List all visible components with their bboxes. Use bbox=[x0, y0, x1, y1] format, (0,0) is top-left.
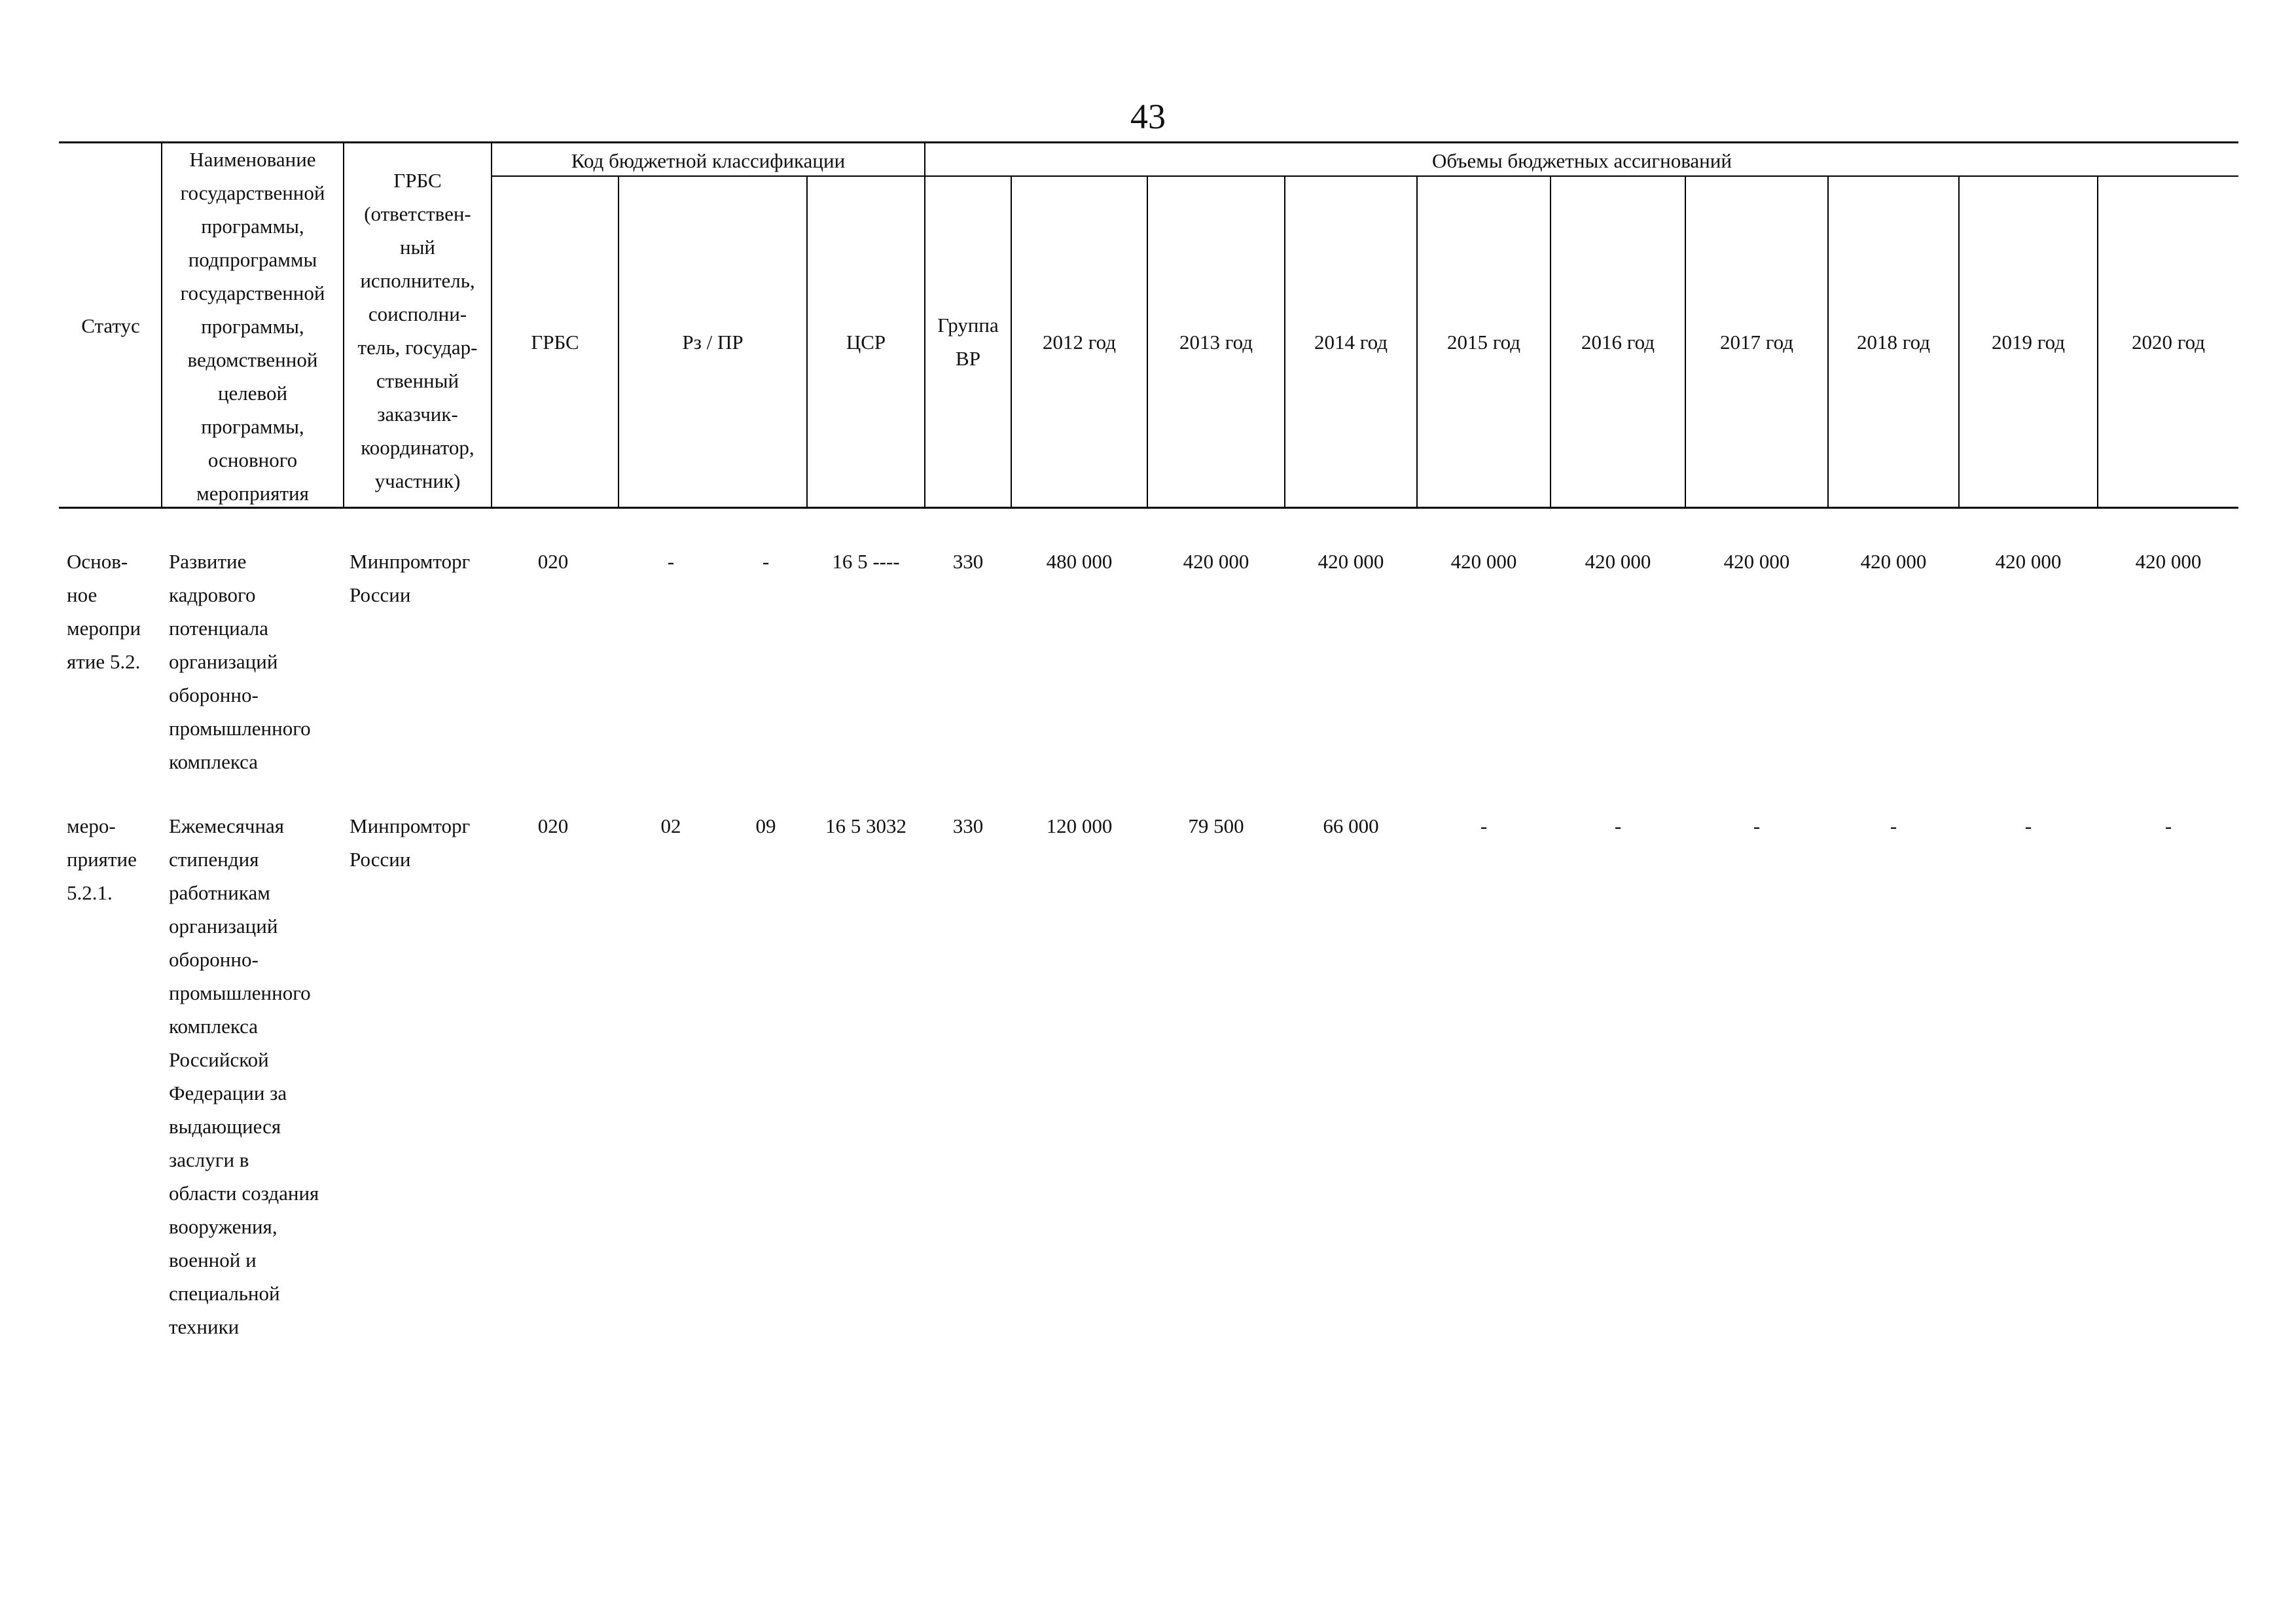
row-grbs-code: 020 bbox=[537, 814, 569, 837]
header-rz-pr: Рз / ПР bbox=[682, 330, 744, 354]
header-group-vr: Группа ВР bbox=[937, 314, 999, 370]
row-group-vr: 330 bbox=[952, 814, 984, 837]
page-number: 43 bbox=[1130, 97, 1166, 136]
row-rz: 02 bbox=[660, 814, 681, 837]
header-budget-code-group: Код бюджетной классификации bbox=[571, 149, 846, 172]
row-value: 420 000 bbox=[1450, 550, 1517, 573]
row-pr: 09 bbox=[755, 814, 776, 837]
row-rz: - bbox=[667, 550, 675, 573]
header-program-name: Наименование государственной программы, подпрограммы государственной программы, ведомственной целевой программы, основного мероприятия bbox=[180, 147, 325, 505]
row-pr: - bbox=[762, 550, 770, 573]
row-group-vr: 330 bbox=[952, 550, 984, 573]
row-value: 120 000 bbox=[1046, 814, 1113, 837]
header-year: 2017 год bbox=[1719, 330, 1794, 354]
header-year: 2018 год bbox=[1856, 330, 1931, 354]
header-year: 2013 год bbox=[1179, 330, 1253, 354]
row-value: 66 000 bbox=[1323, 814, 1379, 837]
row-value: 79 500 bbox=[1188, 814, 1244, 837]
row-value: 420 000 bbox=[2135, 550, 2202, 573]
row-program-name: Развитие кадрового потенциала организаций оборонно- промышленного комплекса bbox=[169, 550, 311, 773]
header-year: 2014 год bbox=[1314, 330, 1388, 354]
row-value: 420 000 bbox=[1585, 550, 1651, 573]
row-value: - bbox=[1480, 814, 1488, 837]
row-grbs-name: Минпромторг России bbox=[350, 814, 471, 871]
row-value: - bbox=[2024, 814, 2032, 837]
row-status: Основ- ное меропри ятие 5.2. bbox=[67, 550, 141, 673]
row-value: - bbox=[1614, 814, 1622, 837]
row-value: 420 000 bbox=[1995, 550, 2062, 573]
row-value: 480 000 bbox=[1046, 550, 1113, 573]
row-status: меро- приятие 5.2.1. bbox=[67, 814, 137, 904]
row-grbs-name: Минпромторг России bbox=[350, 550, 471, 606]
row-csr: 16 5 ---- bbox=[832, 550, 900, 573]
row-value: - bbox=[2164, 814, 2172, 837]
row-value: 420 000 bbox=[1723, 550, 1790, 573]
header-grbs-code: ГРБС bbox=[531, 330, 579, 354]
header-csr: ЦСР bbox=[846, 330, 886, 354]
header-year: 2015 год bbox=[1446, 330, 1521, 354]
row-value: 420 000 bbox=[1183, 550, 1249, 573]
header-grbs-responsible: ГРБС (ответствен- ный исполнитель, соисполни- тель, государ- ственный заказчик- координатор, участник) bbox=[357, 169, 478, 492]
row-value: - bbox=[1753, 814, 1761, 837]
header-status: Статус bbox=[81, 314, 140, 337]
header-year: 2020 год bbox=[2131, 330, 2206, 354]
header-year: 2016 год bbox=[1581, 330, 1655, 354]
header-volumes-group: Объемы бюджетных ассигнований bbox=[1432, 149, 1732, 172]
row-csr: 16 5 3032 bbox=[825, 814, 906, 837]
row-value: - bbox=[1890, 814, 1897, 837]
row-value: 420 000 bbox=[1318, 550, 1384, 573]
row-program-name: Ежемесячная стипендия работникам организаций оборонно- промышленного комплекса Российской Федерации за выдающиеся заслуги в области создания вооружения, военной и специальной техники bbox=[169, 814, 319, 1338]
header-year: 2012 год bbox=[1042, 330, 1117, 354]
row-grbs-code: 020 bbox=[537, 550, 569, 573]
row-value: 420 000 bbox=[1860, 550, 1927, 573]
header-year: 2019 год bbox=[1991, 330, 2066, 354]
